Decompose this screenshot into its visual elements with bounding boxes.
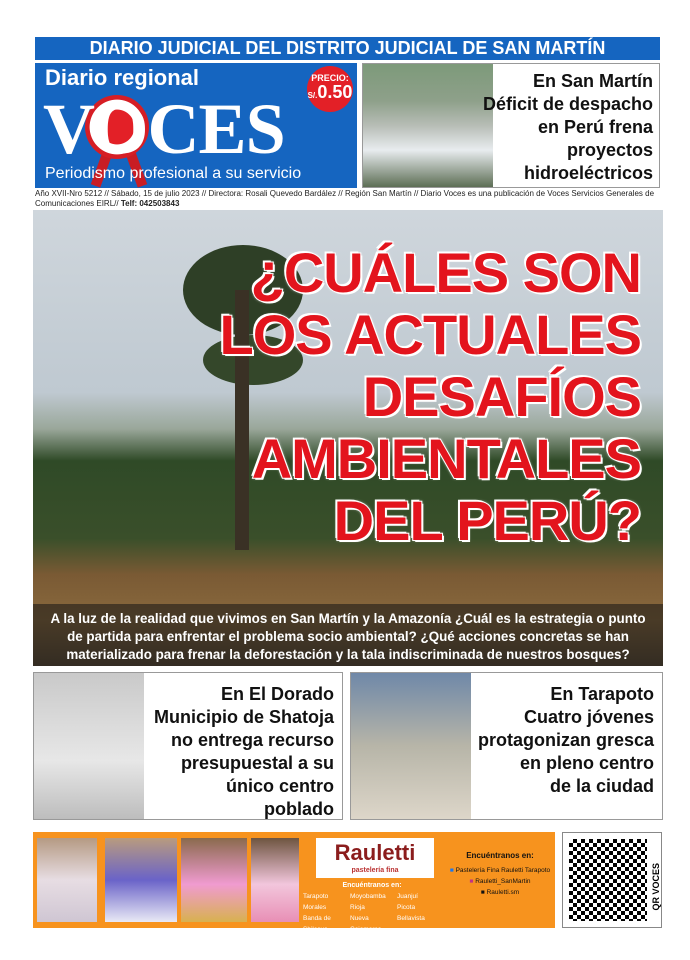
location: Moyobamba xyxy=(350,893,386,900)
edition-info xyxy=(35,189,660,208)
masthead-kicker: Diario regional xyxy=(45,65,200,90)
headline-line: En San Martín xyxy=(532,71,653,91)
main-headline xyxy=(220,242,641,552)
facebook-link[interactable] xyxy=(447,865,553,876)
location: Nueva Cajamarca xyxy=(350,915,382,933)
tiktok-link[interactable] xyxy=(447,887,553,898)
headline-line: Municipio de Shatoja xyxy=(153,707,334,727)
headline-line: poblado xyxy=(264,799,334,819)
price-label: PRECIO: xyxy=(311,73,349,83)
cake-photo xyxy=(105,838,177,922)
rauletti-ad[interactable] xyxy=(33,832,555,933)
headline-line: Cuatro jóvenes xyxy=(523,707,654,727)
location: Banda de Shilcayo xyxy=(303,915,331,933)
headline-line: ¿CUÁLES SON xyxy=(250,241,641,304)
location: Picota xyxy=(397,904,416,911)
man-photo xyxy=(34,673,144,819)
headline-line: DESAFÍOS xyxy=(362,365,641,428)
headline-line: DEL PERÚ? xyxy=(333,489,641,552)
ad-social xyxy=(447,850,553,898)
instagram-link[interactable] xyxy=(447,876,553,887)
rauletti-logo xyxy=(316,838,434,878)
top-story-headline xyxy=(483,70,653,185)
qr-label: QR VOCES xyxy=(651,863,661,911)
masthead-logo: VOCES xyxy=(43,89,285,169)
top-story[interactable] xyxy=(362,63,660,188)
social-handle: Rauletti_SanMartin xyxy=(475,878,531,885)
headline-line: no entrega recurso xyxy=(170,730,334,750)
instagram-icon: ■ xyxy=(469,878,474,885)
social-title: Encuéntranos en: xyxy=(466,851,534,860)
headline-line: presupuestal a su xyxy=(180,753,334,773)
story-el-dorado[interactable] xyxy=(33,672,343,820)
social-handle: Rauletti.sm xyxy=(486,889,520,896)
location: Morales xyxy=(303,904,327,911)
edition-text: Año XVII-Nro 5212 // Sábado, 15 de julio 2023 // Directora: Rosali Quevedo Bardález // Región San Martín // Diario Voces es una publicación de Voces Servicios Generales de Comunicaciones EIRL// xyxy=(35,189,655,208)
headline-line: hidroeléctricos xyxy=(523,163,653,183)
headline-line: en pleno centro xyxy=(519,753,654,773)
brand-name: Rauletti xyxy=(334,840,416,865)
main-story[interactable] xyxy=(33,210,663,666)
headline-line: de la ciudad xyxy=(549,776,654,796)
story-tarapoto[interactable] xyxy=(350,672,663,820)
story-headline xyxy=(154,683,334,820)
location: Bellavista xyxy=(397,915,425,922)
headline-line: En El Dorado xyxy=(220,684,334,704)
headline-line: LOS ACTUALES xyxy=(219,303,641,366)
headline-line: único centro xyxy=(225,776,334,796)
street-fight-photo xyxy=(351,673,471,819)
top-banner: DIARIO JUDICIAL DEL DISTRITO JUDICIAL DE SAN MARTÍN xyxy=(35,37,660,60)
headline-line: en Perú frena xyxy=(537,117,653,137)
cake-photo xyxy=(37,838,97,922)
headline-line: proyectos xyxy=(566,140,653,160)
headline-line: protagonizan gresca xyxy=(477,730,654,750)
price-currency: S/. xyxy=(307,91,318,100)
headline-line: Déficit de despacho xyxy=(482,94,653,114)
tiktok-icon: ■ xyxy=(480,889,485,896)
brand-tagline: pastelería fina xyxy=(351,867,399,874)
qr-code-icon[interactable] xyxy=(569,839,647,921)
cake-photo xyxy=(251,838,299,922)
story-headline xyxy=(478,683,654,798)
qr-box[interactable] xyxy=(562,832,662,928)
masthead xyxy=(35,63,357,188)
facebook-icon: ■ xyxy=(449,867,454,874)
headline-line: AMBIENTALES xyxy=(251,427,641,490)
locations-title: Encuéntranos en: xyxy=(342,882,402,889)
main-caption: A la luz de la realidad que vivimos en San Martín y la Amazonía ¿Cuál es la estrategia o punto de partida para enfrentar el problema socio ambiental? ¿Qué acciones concretas se han materializado para frenar la deforestación y la tala indiscriminada de nuestros bosques? xyxy=(33,604,663,666)
cake-photo xyxy=(181,838,247,922)
dam-photo xyxy=(363,64,493,187)
location: Juanjuí xyxy=(397,893,418,900)
ad-locations xyxy=(303,880,441,935)
phone: Telf: 042503843 xyxy=(120,198,180,208)
masthead-slogan: Periodismo profesional a su servicio xyxy=(45,165,302,182)
location: Rioja xyxy=(350,904,365,911)
location: Tarapoto xyxy=(303,893,329,900)
price-badge xyxy=(307,66,353,112)
headline-line: En Tarapoto xyxy=(550,684,654,704)
price-value: 0.50 xyxy=(317,82,353,102)
social-handle: Pastelería Fina Rauletti Tarapoto xyxy=(455,867,551,874)
